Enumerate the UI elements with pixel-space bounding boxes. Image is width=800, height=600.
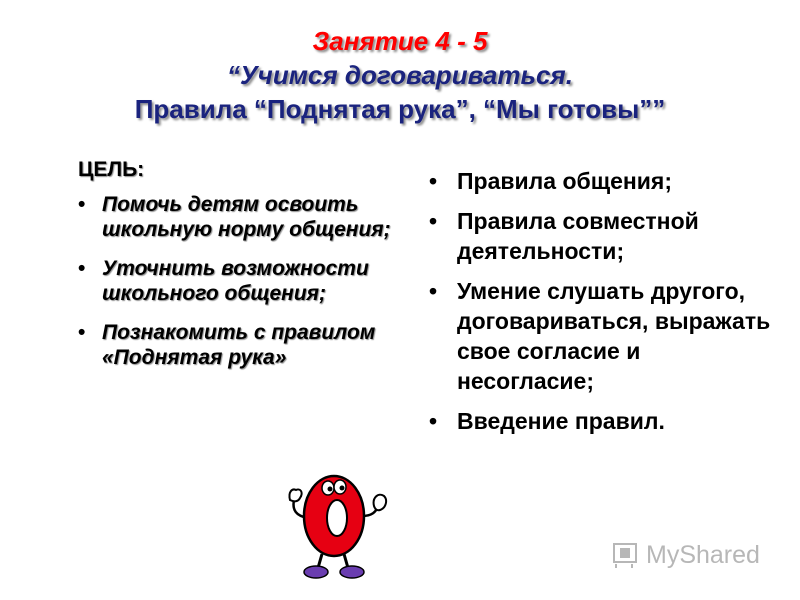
- rule-item: [425, 406, 775, 436]
- goal-text: Помочь детям освоить школьную норму общения;: [102, 193, 391, 241]
- goal-text: Познакомить с правилом «Поднятая рука»: [102, 321, 376, 369]
- title-lesson-number: Занятие 4 - 5: [312, 26, 488, 56]
- rule-text: Введение правил.: [457, 408, 665, 434]
- bullet-icon: •: [78, 193, 86, 216]
- letter-o-character-icon: [282, 470, 392, 582]
- bullet-icon: •: [78, 257, 86, 280]
- rule-item: [425, 206, 775, 266]
- slide-title: [0, 24, 800, 126]
- rule-text: Правила совместной деятельности;: [457, 208, 699, 264]
- goals-list: [78, 192, 408, 370]
- bullet-icon: •: [78, 321, 86, 344]
- myshared-logo-icon: [612, 540, 642, 568]
- rule-item: [425, 166, 775, 196]
- watermark-text: MyShared: [646, 541, 760, 569]
- goal-item: [78, 320, 408, 370]
- title-rules: Правила “Поднятая рука”, “Мы готовы””: [134, 94, 666, 124]
- bullet-icon: •: [429, 168, 438, 194]
- goal-item: [78, 192, 408, 242]
- rules-list: [425, 166, 775, 436]
- rules-section: [425, 166, 775, 446]
- title-topic: “Учимся договариваться.: [227, 60, 573, 90]
- bullet-icon: •: [429, 278, 438, 304]
- goals-label: ЦЕЛЬ:: [78, 158, 145, 181]
- watermark: [612, 538, 780, 572]
- rule-text: Умение слушать другого, договариваться, выражать свое согласие и несогласие;: [457, 278, 771, 394]
- bullet-icon: •: [429, 408, 438, 434]
- rule-text: Правила общения;: [457, 168, 673, 194]
- goals-section: [78, 157, 408, 384]
- bullet-icon: •: [429, 208, 438, 234]
- goal-text: Уточнить возможности школьного общения;: [102, 257, 369, 305]
- goal-item: [78, 256, 408, 306]
- rule-item: [425, 276, 775, 396]
